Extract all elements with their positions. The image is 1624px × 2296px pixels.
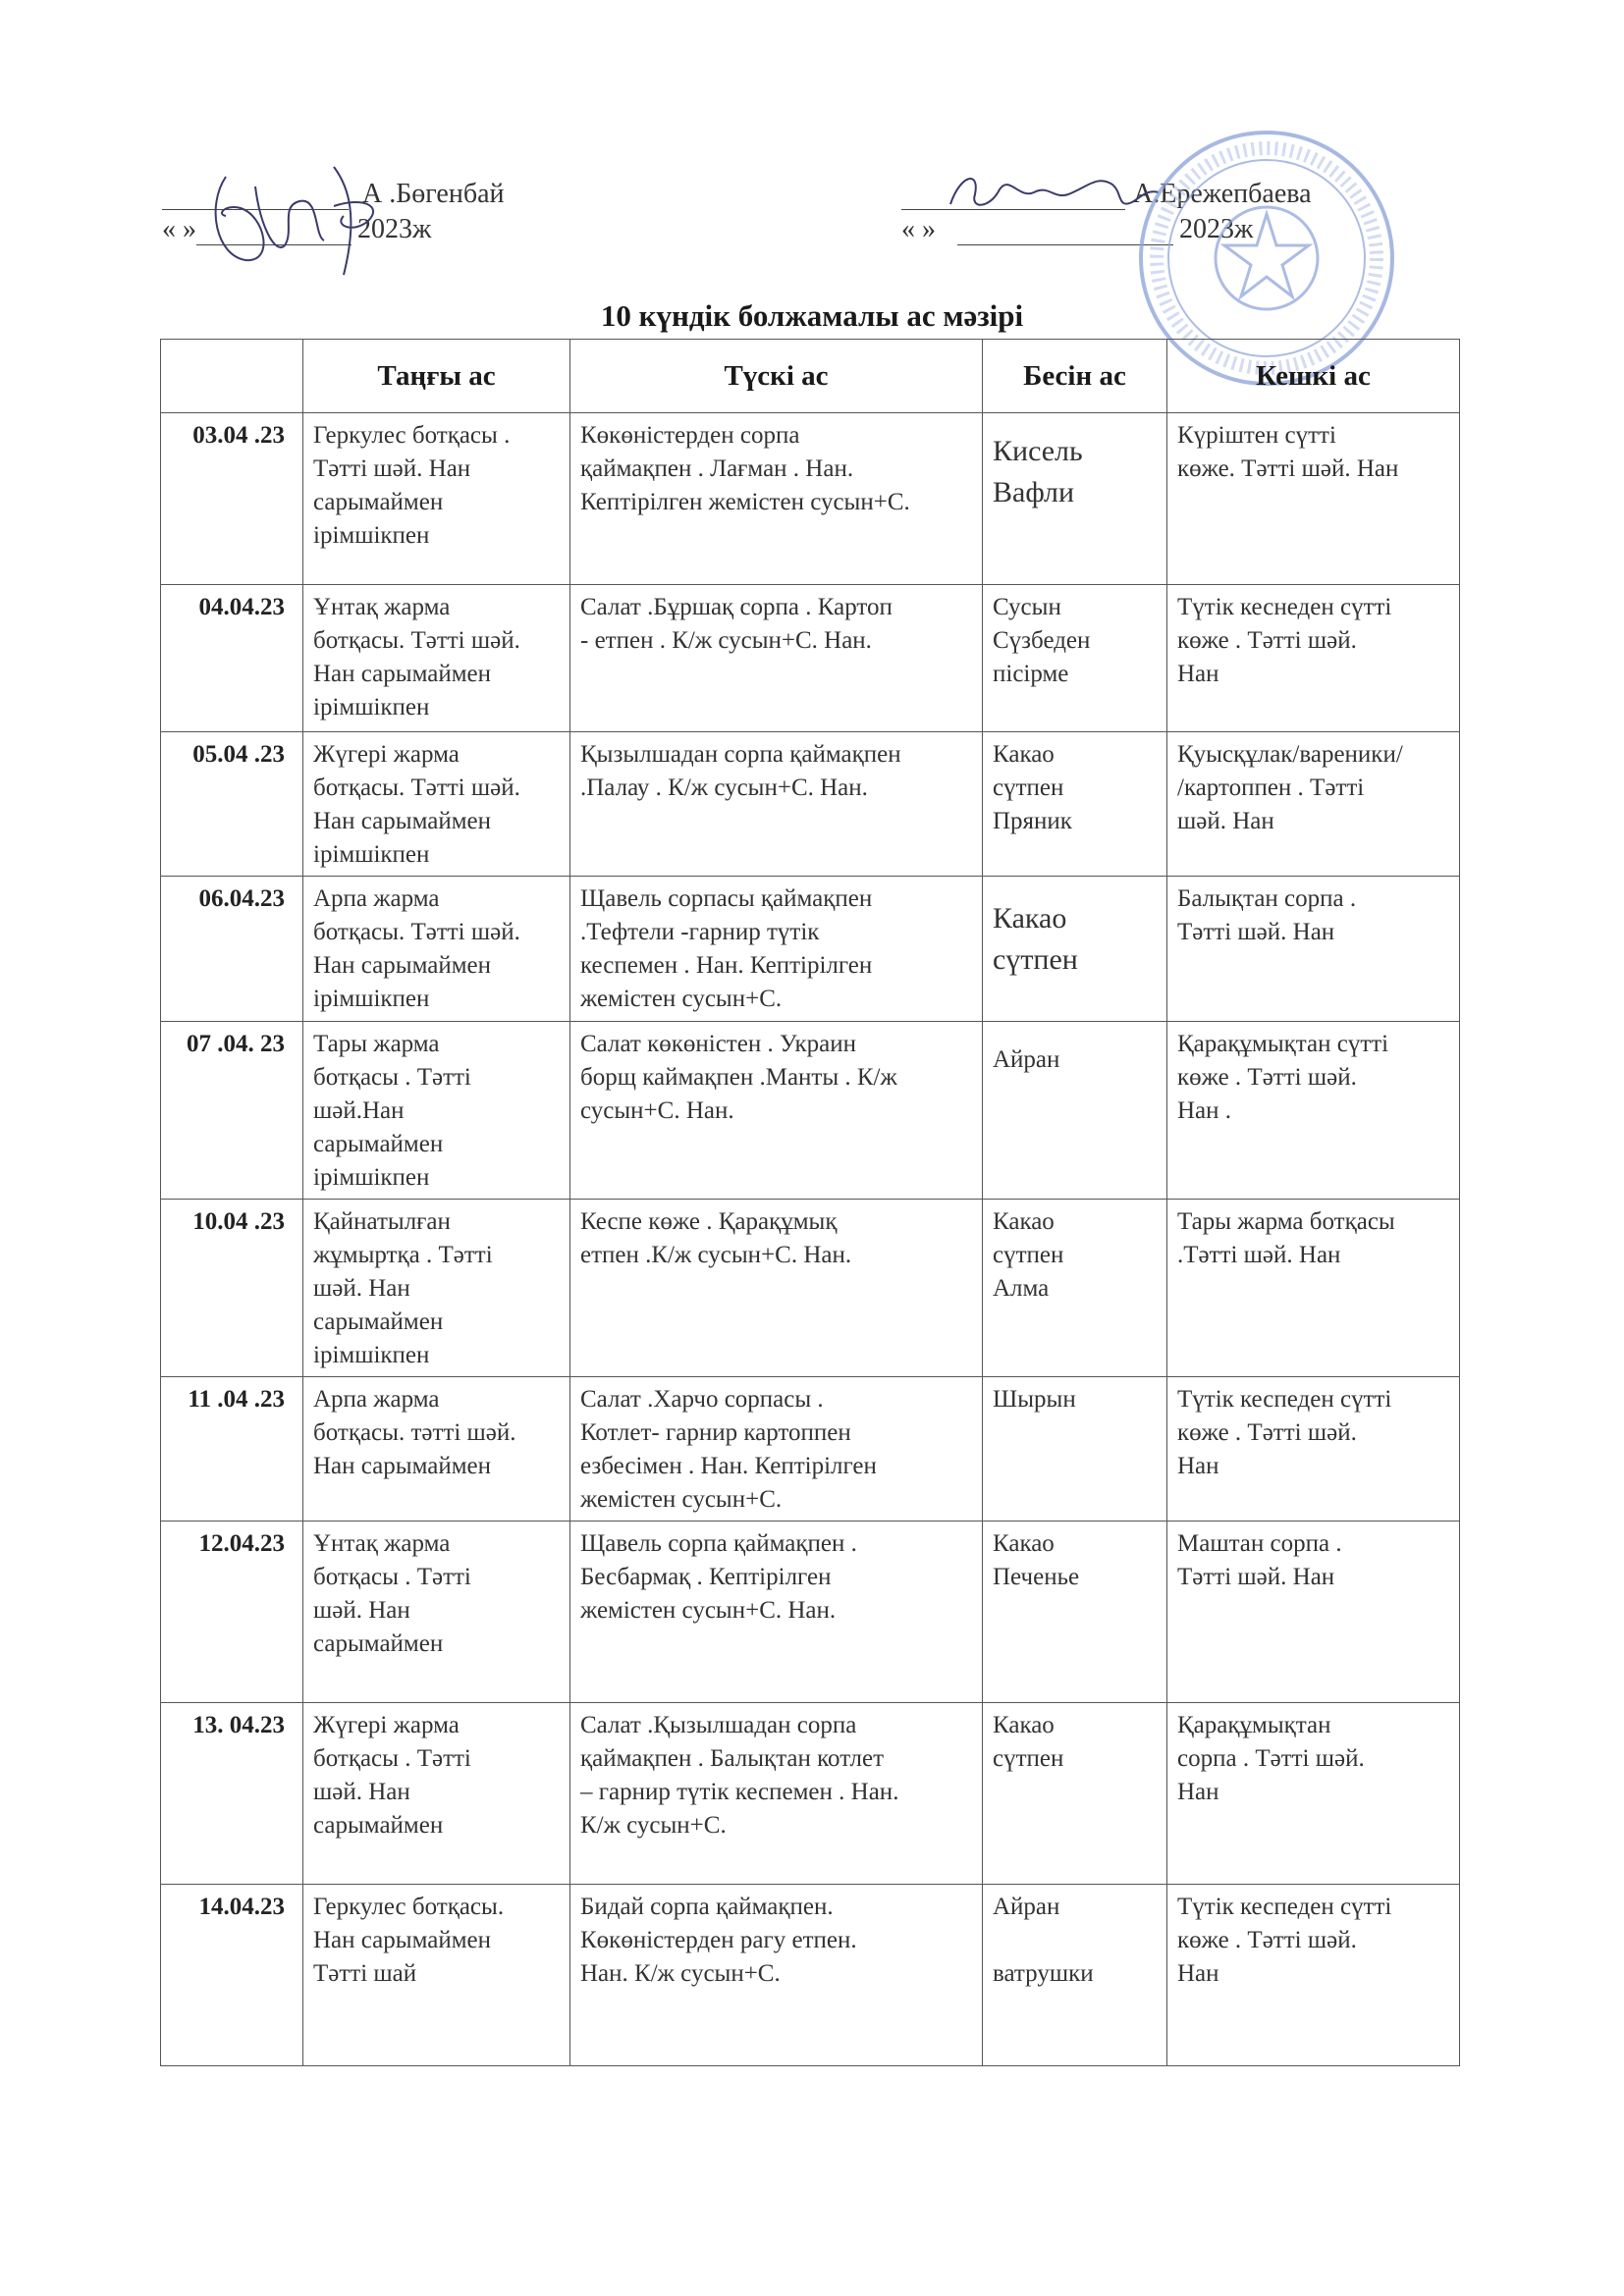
table-row xyxy=(161,1022,1460,1200)
lunch-cell: Щавель сорпа қаймақпен . Бесбармақ . Кептірілген жемістен сусын+С. Нан. xyxy=(570,1522,983,1703)
row-date: 07 .04. 23 xyxy=(161,1022,303,1200)
row-date: 05.04 .23 xyxy=(161,732,303,877)
dinner-cell: Қарақұмықтан сорпа . Тәтті шәй. Нан xyxy=(1167,1703,1460,1885)
lunch-cell: Көкөністерден сорпа қаймақпен . Лағман . Нан. Кептірілген жемістен сусын+С. xyxy=(570,413,983,585)
breakfast-cell: Геркулес ботқасы. Нан сарымаймен Тәтті шай xyxy=(303,1885,570,2066)
header-date xyxy=(161,340,303,413)
table-row xyxy=(161,1703,1460,1885)
table-row xyxy=(161,877,1460,1022)
snack-cell: Какао сүтпен xyxy=(983,877,1167,1022)
snack-cell: Кисель Вафли xyxy=(983,413,1167,585)
table-row xyxy=(161,1522,1460,1703)
right-year: 2023ж xyxy=(1179,214,1254,244)
lunch-cell: Салат .Қызылшадан сорпа қаймақпен . Балықтан котлет – гарнир түтік кеспемен . Нан. К/ж сусын+С. xyxy=(570,1703,983,1885)
breakfast-cell: Жүгері жарма ботқасы. Тәтті шәй. Нан сарымаймен ірімшікпен xyxy=(303,732,570,877)
header-lunch: Түскі ас xyxy=(570,340,983,413)
snack-cell: Какао сүтпен Пряник xyxy=(983,732,1167,877)
table-row xyxy=(161,1885,1460,2066)
breakfast-cell: Арпа жарма ботқасы. Тәтті шәй. Нан сарымаймен ірімшікпен xyxy=(303,877,570,1022)
lunch-cell: Бидай сорпа қаймақпен. Көкөністерден рагу етпен. Нан. К/ж сусын+С. xyxy=(570,1885,983,2066)
snack-cell: Сусын Сүзбеден пісірме xyxy=(983,585,1167,732)
dinner-cell: Тары жарма ботқасы .Тәтті шәй. Нан xyxy=(1167,1200,1460,1377)
snack-cell: Айран xyxy=(983,1022,1167,1200)
dinner-cell: Маштан сорпа . Тәтті шәй. Нан xyxy=(1167,1522,1460,1703)
left-signer-name: А .Бөгенбай xyxy=(362,179,505,209)
lunch-cell: Кеспе көже . Қарақұмық етпен .К/ж сусын+С. Нан. xyxy=(570,1200,983,1377)
menu-title: 10 күндік болжамалы ас мәзірі xyxy=(600,298,1024,333)
breakfast-cell: Тары жарма ботқасы . Тәтті шәй.Нан сарымаймен ірімшікпен xyxy=(303,1022,570,1200)
breakfast-cell: Қайнатылған жұмыртқа . Тәтті шәй. Нан сарымаймен ірімшікпен xyxy=(303,1200,570,1377)
left-year: 2023ж xyxy=(357,214,432,244)
row-date: 03.04 .23 xyxy=(161,413,303,585)
breakfast-cell: Ұнтақ жарма ботқасы . Тәтті шәй. Нан сарымаймен xyxy=(303,1522,570,1703)
snack-cell: Какао сүтпен Алма xyxy=(983,1200,1167,1377)
header-dinner: Кешкі ас xyxy=(1167,340,1460,413)
left-handwritten-signature xyxy=(187,147,403,294)
lunch-cell: Қызылшадан сорпа қаймақпен .Палау . К/ж сусын+С. Нан. xyxy=(570,732,983,877)
table-header-row xyxy=(161,340,1460,413)
snack-cell: Какао Печенье xyxy=(983,1522,1167,1703)
row-date: 14.04.23 xyxy=(161,1885,303,2066)
right-signer-name: А.Ережепбаева xyxy=(1133,179,1312,209)
table-row xyxy=(161,585,1460,732)
row-date: 10.04 .23 xyxy=(161,1200,303,1377)
snack-cell: Айран ватрушки xyxy=(983,1885,1167,2066)
dinner-cell: Қарақұмықтан сүтті көже . Тәтті шәй. Нан . xyxy=(1167,1022,1460,1200)
lunch-cell: Салат көкөністен . Украин борщ каймақпен .Манты . К/ж сусын+С. Нан. xyxy=(570,1022,983,1200)
table-row xyxy=(161,732,1460,877)
row-date: 11 .04 .23 xyxy=(161,1377,303,1522)
dinner-cell: Түтік кеспеден сүтті көже . Тәтті шәй. Нан xyxy=(1167,1885,1460,2066)
row-date: 06.04.23 xyxy=(161,877,303,1022)
breakfast-cell: Ұнтақ жарма ботқасы. Тәтті шәй. Нан сарымаймен ірімшікпен xyxy=(303,585,570,732)
row-date: 04.04.23 xyxy=(161,585,303,732)
dinner-cell: Түтік кеснеден сүтті көже . Тәтті шәй. Нан xyxy=(1167,585,1460,732)
snack-cell: Какао сүтпен xyxy=(983,1703,1167,1885)
breakfast-cell: Арпа жарма ботқасы. тәтті шәй. Нан сарымаймен xyxy=(303,1377,570,1522)
table-row xyxy=(161,1200,1460,1377)
lunch-cell: Салат .Харчо сорпасы . Котлет- гарнир картоппен езбесімен . Нан. Кептірілген жемістен сусын+С. xyxy=(570,1377,983,1522)
header-snack: Бесін ас xyxy=(983,340,1167,413)
row-date: 13. 04.23 xyxy=(161,1703,303,1885)
lunch-cell: Щавель сорпасы қаймақпен .Тефтели -гарнир түтік кеспемен . Нан. Кептірілген жемістен сусын+С. xyxy=(570,877,983,1022)
header-breakfast: Таңғы ас xyxy=(303,340,570,413)
table-row xyxy=(161,1377,1460,1522)
dinner-cell: Қуысқұлак/вареники/ /картоппен . Тәтті шәй. Нан xyxy=(1167,732,1460,877)
lunch-cell: Салат .Бұршақ сорпа . Картоп - етпен . К/ж сусын+С. Нан. xyxy=(570,585,983,732)
dinner-cell: Күріштен сүтті көже. Тәтті шәй. Нан xyxy=(1167,413,1460,585)
dinner-cell: Түтік кеспеден сүтті көже . Тәтті шәй. Нан xyxy=(1167,1377,1460,1522)
row-date: 12.04.23 xyxy=(161,1522,303,1703)
table-row xyxy=(161,413,1460,585)
breakfast-cell: Жүгері жарма ботқасы . Тәтті шәй. Нан сарымаймен xyxy=(303,1703,570,1885)
menu-table xyxy=(160,339,1460,2066)
right-date-prefix: « » xyxy=(901,214,936,244)
snack-cell: Шырын xyxy=(983,1377,1167,1522)
left-date-prefix: « » xyxy=(162,214,196,244)
breakfast-cell: Геркулес ботқасы . Тәтті шәй. Нан сарымаймен ірімшікпен xyxy=(303,413,570,585)
right-handwritten-signature xyxy=(941,155,1166,224)
dinner-cell: Балықтан сорпа . Тәтті шәй. Нан xyxy=(1167,877,1460,1022)
